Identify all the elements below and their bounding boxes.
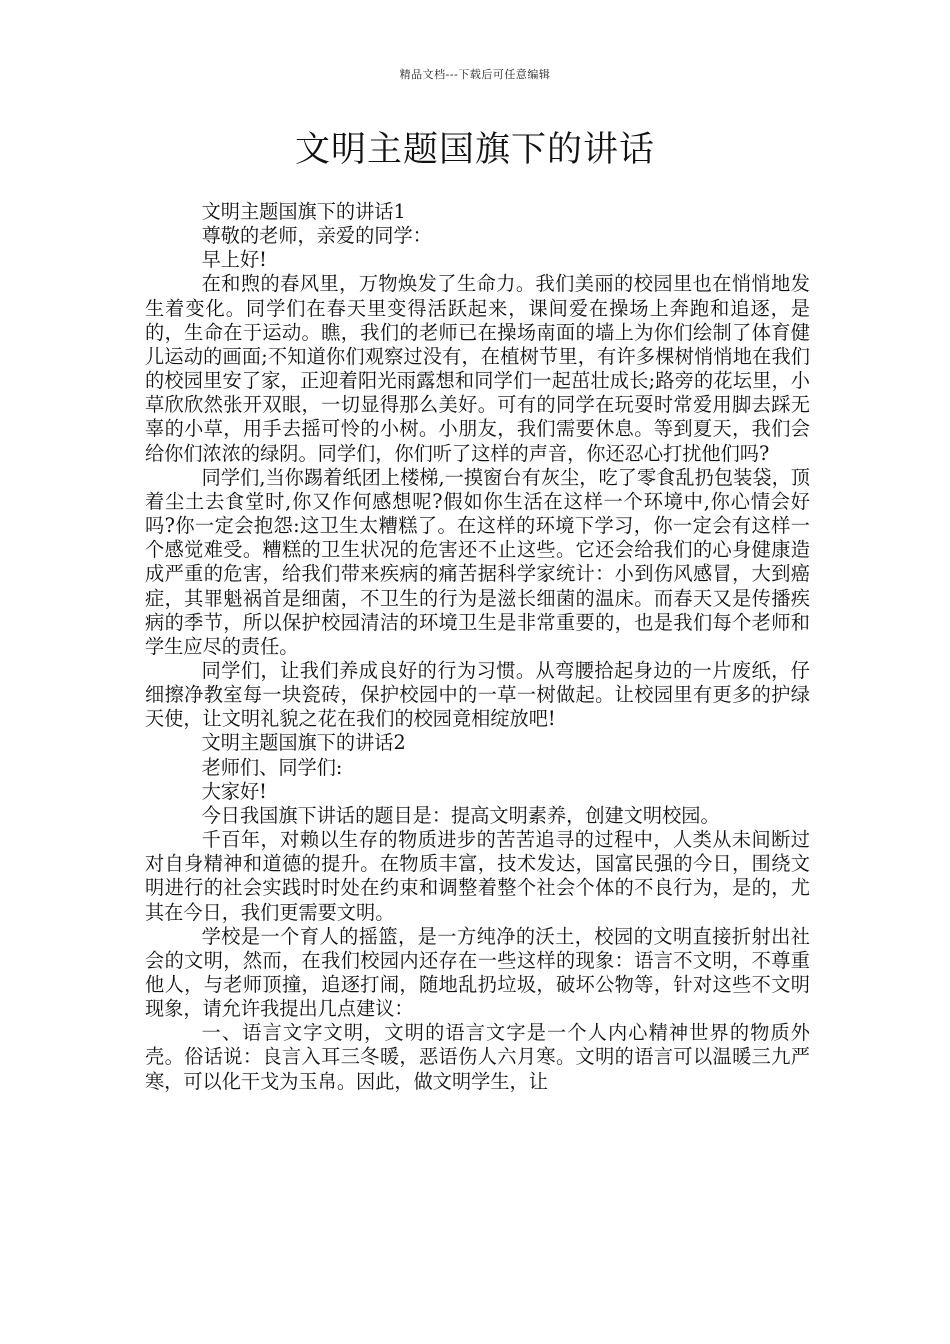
- header-note: 精品文档---下载后可任意编辑: [399, 68, 551, 81]
- paragraph: 文明主题国旗下的讲话1: [201, 200, 406, 223]
- paragraph: 尊敬的老师，亲爱的同学：: [201, 224, 432, 248]
- paragraph: 千百年，对赖以生存的物质进步的苦苦追寻的过程中，人类从未间断过对自身精神和道德的提升。在物质丰富，技术发达，国富民强的今日，围绕文明进行的社会实践时时处在约束和调整着整个社会个体的不良行为，是的，尤其在今日，我们更需要文明。: [145, 828, 810, 924]
- paragraph: 文明主题国旗下的讲话2: [201, 731, 406, 755]
- document-title: 文明主题国旗下的讲话: [294, 130, 655, 170]
- paragraph: 同学们,当你踢着纸团上楼梯,一摸窗台有灰尘，吃了零食乱扔包装袋，顶着尘土去食堂时,你又作何感想呢?假如你生活在这样一个环境中,你心情会好吗?你一定会抱怨:这卫生太糟糕了。在这样的环境下学习，你一定会有这样一个感觉难受。糟糕的卫生状况的危害还不止这些。它还会给我们的心身健康造成严重的危害，给我们带来疾病的痛苦据科学家统计：小到伤风感冒，大到癌症，其罪魁祸首是细菌，不卫生的行为是滋长细菌的温床。而春天又是传播疾病的季节，所以保护校园清洁的环境卫生是非常重要的，也是我们每个老师和学生应尽的责任。: [145, 465, 810, 658]
- paragraph: 早上好!: [201, 248, 267, 272]
- paragraph: 老师们、同学们:: [201, 755, 343, 779]
- paragraph: 今日我国旗下讲话的题目是：提高文明素养，创建文明校园。: [201, 803, 720, 827]
- document-body: [145, 200, 810, 1094]
- paragraph: 同学们，让我们养成良好的行为习惯。从弯腰拾起身边的一片废纸，仔细擦净教室每一块瓷砖，保护校园中的一草一树做起。让校园里有更多的护绿天使，让文明礼貌之花在我们的校园竟相绽放吧!: [145, 658, 810, 731]
- paragraph: 在和煦的春风里，万物焕发了生命力。我们美丽的校园里也在悄悄地发生着变化。同学们在春天里变得活跃起来，课间爱在操场上奔跑和追逐，是的，生命在于运动。瞧，我们的老师已在操场南面的墙上为你们绘制了体育健儿运动的画面;不知道你们观察过没有，在植树节里，有许多棵树悄悄地在我们的校园里安了家，正迎着阳光雨露想和同学们一起茁壮成长;路旁的花坛里，小草欣欣然张开双眼，一切显得那么美好。可有的同学在玩耍时常爱用脚去踩无辜的小草，用手去摇可怜的小树。小朋友，我们需要休息。等到夏天，我们会给你们浓浓的绿阴。同学们，你们听了这样的声音，你还忍心打扰他们吗?: [145, 272, 810, 465]
- paragraph: 一、语言文字文明，文明的语言文字是一个人内心精神世界的物质外壳。俗话说：良言入耳三冬暖，恶语伤人六月寒。文明的语言可以温暖三九严寒，可以化干戈为玉帛。因此，做文明学生，让: [145, 1021, 810, 1093]
- paragraph: 学校是一个育人的摇篮，是一方纯净的沃土，校园的文明直接折射出社会的文明，然而，在我们校园内还存在一些这样的现象：语言不文明，不尊重他人，与老师顶撞，追逐打闹，随地乱扔垃圾，破坏公物等，针对这些不文明现象，请允许我提出几点建议：: [145, 924, 810, 1021]
- paragraph: 大家好!: [201, 779, 267, 803]
